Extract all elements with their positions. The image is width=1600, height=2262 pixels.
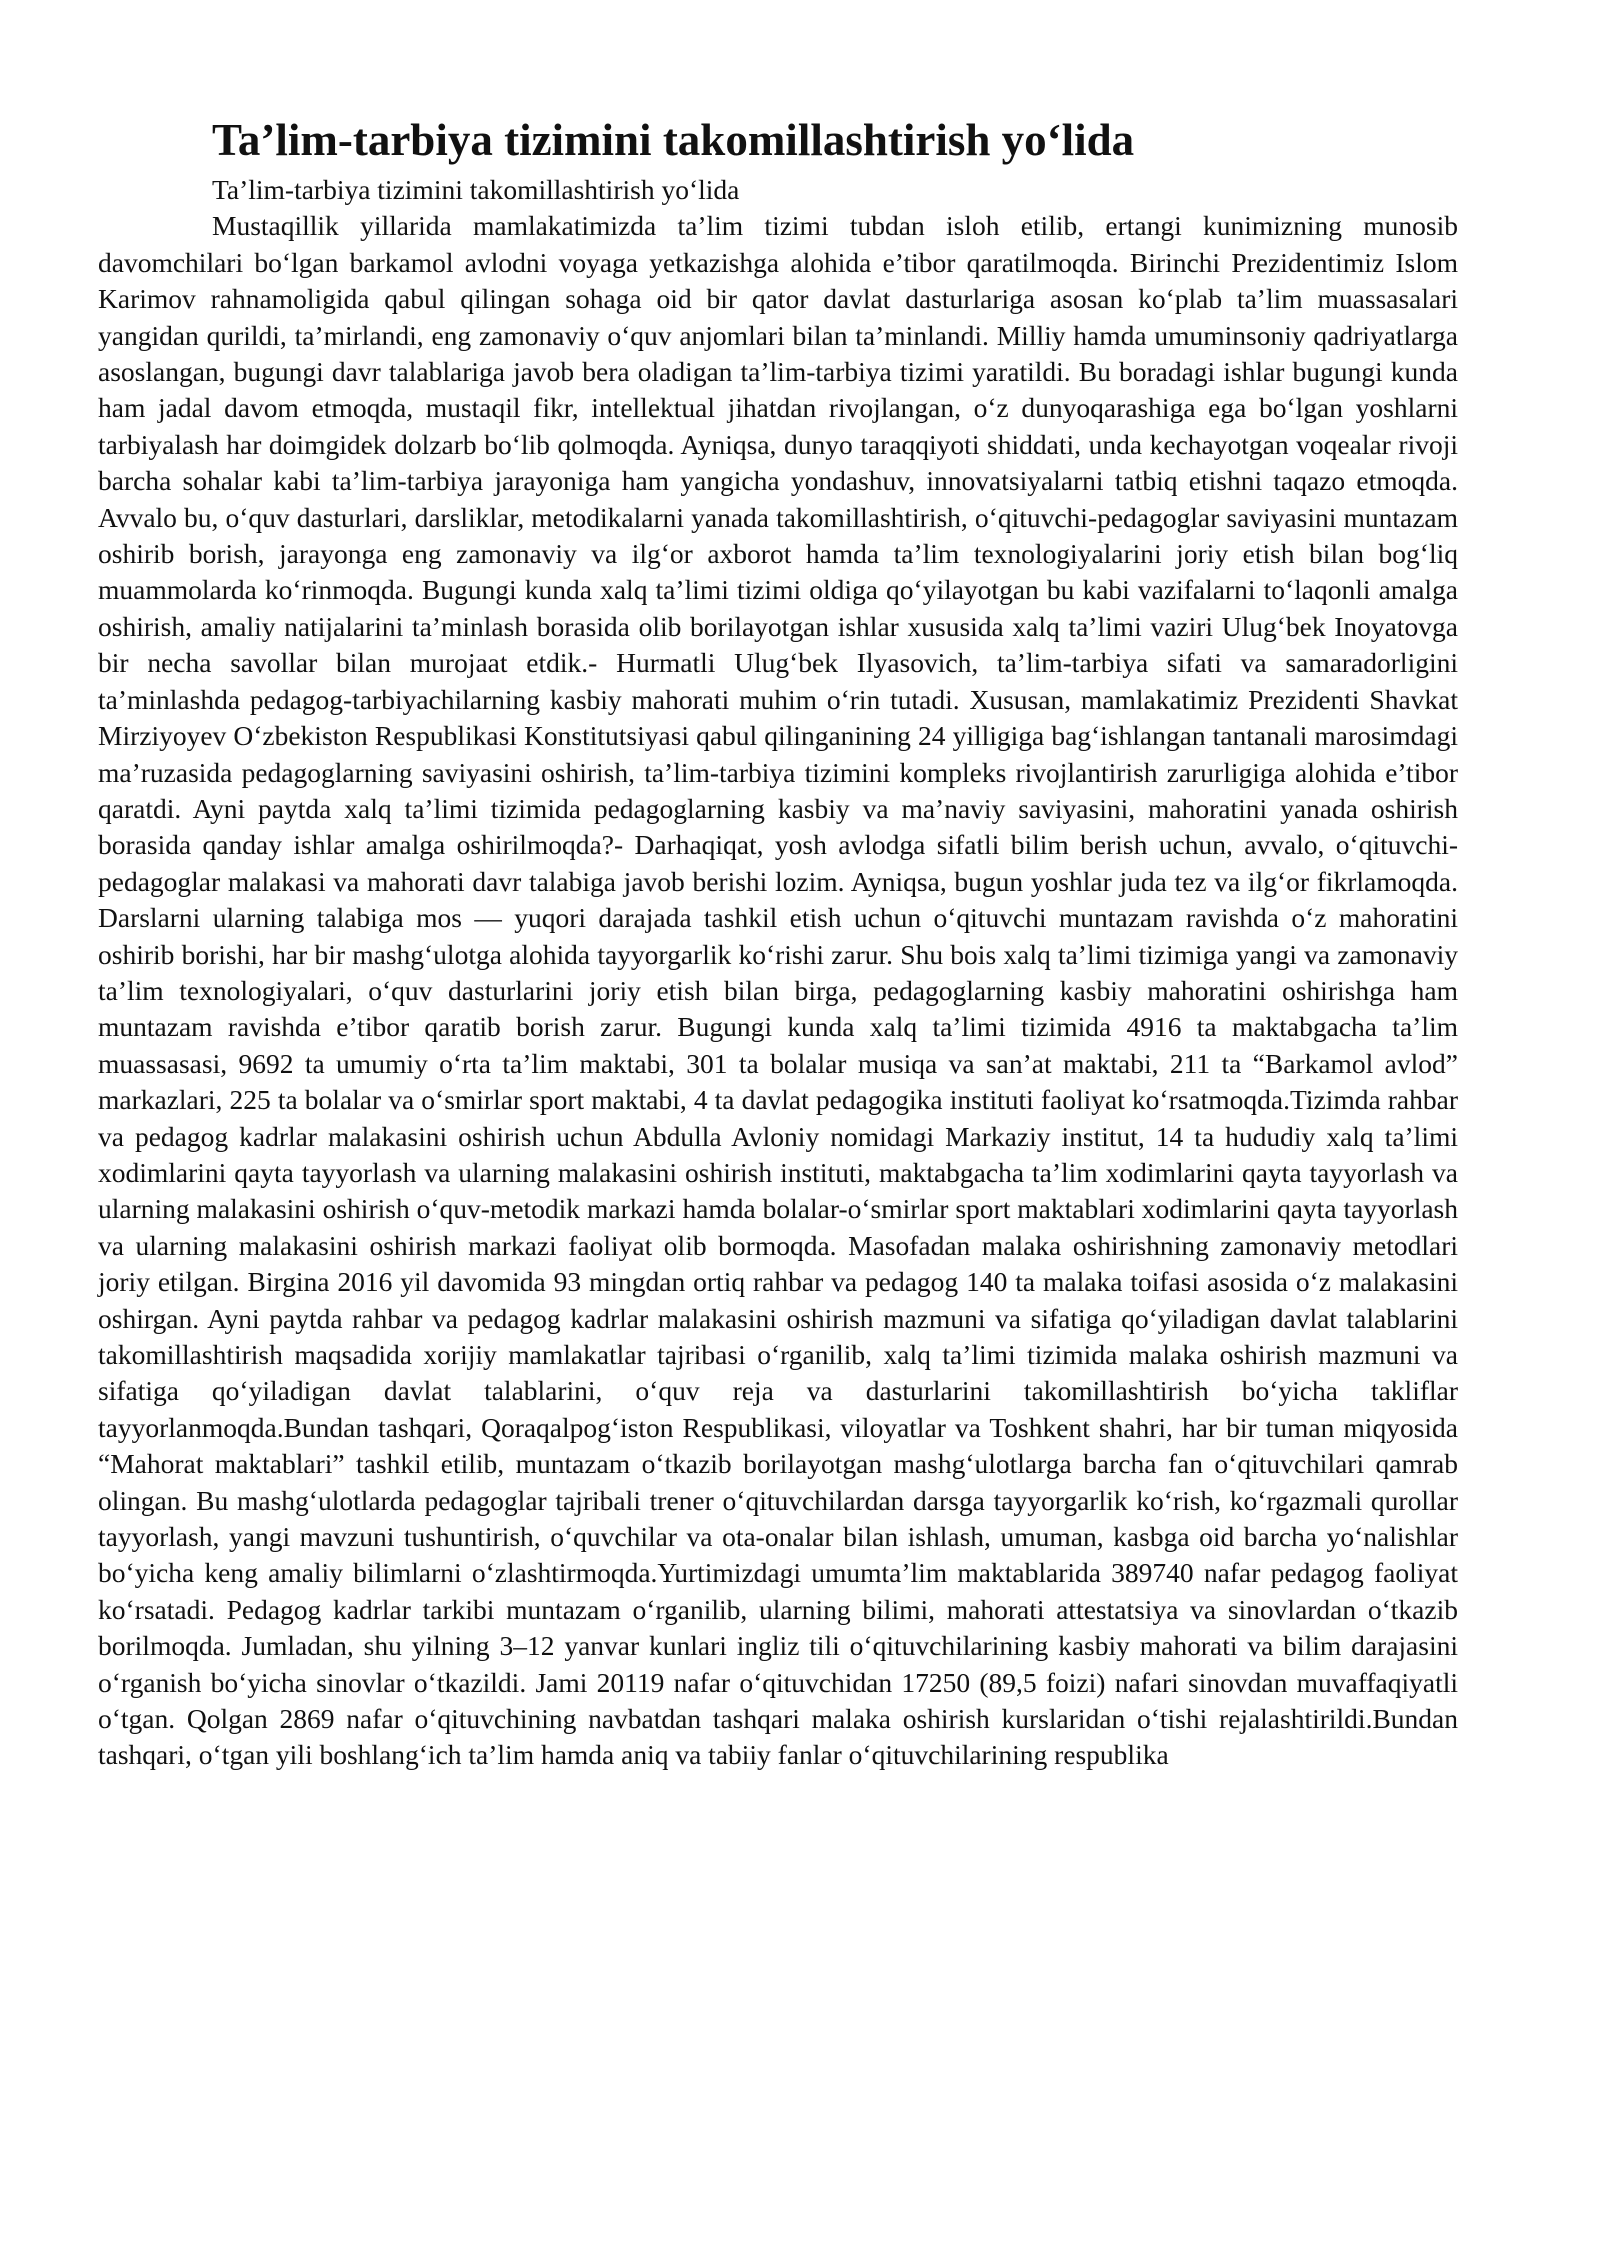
document-title: Ta’lim-tarbiya tizimini takomillashtirish yo‘lida bbox=[212, 115, 1135, 165]
document-page bbox=[98, 112, 1458, 1774]
document-body-paragraph: Mustaqillik yillarida mamlakatimizda ta’lim tizimi tubdan isloh etilib, ertangi kunimizning munosib davomchilari bo‘lgan barkamol avlodni voyaga yetkazishga alohida e’tibor qaratilmoqda. Birinchi Prezidentimiz Islom Karimov rahnamoligida qabul qilingan sohaga oid bir qator davlat dasturlariga asosan ko‘plab ta’lim muassasalari yangidan qurildi, ta’mirlandi, eng zamonaviy o‘quv anjomlari bilan ta’minlandi. Milliy hamda umuminsoniy qadriyatlarga asoslangan, bugungi davr talablariga javob bera oladigan ta’lim-tarbiya tizimi yaratildi. Bu boradagi ishlar bugungi kunda ham jadal davom etmoqda, mustaqil fikr, intellektual jihatdan rivojlangan, o‘z dunyoqarashiga ega bo‘lgan yoshlarni tarbiyalash har doimgidek dolzarb bo‘lib qolmoqda. Ayniqsa, dunyo taraqqiyoti shiddati, unda kechayotgan voqealar rivoji barcha sohalar kabi ta’lim-tarbiya jarayoniga ham yangicha yondashuv, innovatsiyalarni tatbiq etishni taqazo etmoqda. Avvalo bu, o‘quv dasturlari, darsliklar, metodikalarni yanada takomillashtirish, o‘qituvchi-pedagoglar saviyasini muntazam oshirib borish, jarayonga eng zamonaviy va ilg‘or axborot hamda ta’lim texnologiyalarini joriy etish bilan bog‘liq muammolarda ko‘rinmoqda. Bugungi kunda xalq ta’limi tizimi oldiga qo‘yilayotgan bu kabi vazifalarni to‘laqonli amalga oshirish, amaliy natijalarini ta’minlash borasida olib borilayotgan ishlar xususida xalq ta’limi vaziri Ulug‘bek Inoyatovga bir necha savollar bilan murojaat etdik.- Hurmatli Ulug‘bek Ilyasovich, ta’lim-tarbiya sifati va samaradorligini ta’minlashda pedagog-tarbiyachilarning kasbiy mahorati muhim o‘rin tutadi. Xususan, mamlakatimiz Prezidenti Shavkat Mirziyoyev O‘zbekiston Respublikasi Konstitutsiyasi qabul qilinganining 24 yilligiga bag‘ishlangan tantanali marosimdagi ma’ruzasida pedagoglarning saviyasini oshirish, ta’lim-tarbiya tizimini kompleks rivojlantirish zarurligiga alohida e’tibor qaratdi. Ayni paytda xalq ta’limi tizimida pedagoglarning kasbiy va ma’naviy saviyasini, mahoratini yanada oshirish borasida qanday ishlar amalga oshirilmoqda?- Darhaqiqat, yosh avlodga sifatli bilim berish uchun, avvalo, o‘qituvchi-pedagoglar malakasi va mahorati davr talabiga javob berishi lozim. Ayniqsa, bugun yoshlar juda tez va ilg‘or fikrlamoqda. Darslarni ularning talabiga mos — yuqori darajada tashkil etish uchun o‘qituvchi muntazam ravishda o‘z mahoratini oshirib borishi, har bir mashg‘ulotga alohida tayyorgarlik ko‘rishi zarur. Shu bois xalq ta’limi tizimiga yangi va zamonaviy ta’lim texnologiyalari, o‘quv dasturlarini joriy etish bilan birga, pedagoglarning kasbiy mahoratini oshirishga ham muntazam ravishda e’tibor qaratib borish zarur. Bugungi kunda xalq ta’limi tizimida 4916 ta maktabgacha ta’lim muassasasi, 9692 ta umumiy o‘rta ta’lim maktabi, 301 ta bolalar musiqa va san’at maktabi, 211 ta “Barkamol avlod” markazlari, 225 ta bolalar va o‘smirlar sport maktabi, 4 ta davlat pedagogika instituti faoliyat ko‘rsatmoqda.Tizimda rahbar va pedagog kadrlar malakasini oshirish uchun Abdulla Avloniy nomidagi Markaziy institut, 14 ta hududiy xalq ta’limi xodimlarini qayta tayyorlash va ularning malakasini oshirish instituti, maktabgacha ta’lim xodimlarini qayta tayyorlash va ularning malakasini oshirish o‘quv-metodik markazi hamda bolalar-o‘smirlar sport maktablari xodimlarini qayta tayyorlash va ularning malakasini oshirish markazi faoliyat olib bormoqda. Masofadan malaka oshirishning zamonaviy metodlari joriy etilgan. Birgina 2016 yil davomida 93 mingdan ortiq rahbar va pedagog 140 ta malaka toifasi asosida o‘z malakasini oshirgan. Ayni paytda rahbar va pedagog kadrlar malakasini oshirish mazmuni va sifatiga qo‘yiladigan davlat talablarini takomillashtirish maqsadida xorijiy mamlakatlar tajribasi o‘rganilib, xalq ta’limi tizimida malaka oshirish mazmuni va sifatiga qo‘yiladigan davlat talablarini, o‘quv reja va dasturlarini takomillashtirish bo‘yicha takliflar tayyorlanmoqda.Bundan tashqari, Qoraqalpog‘iston Respublikasi, viloyatlar va Toshkent shahri, har bir tuman miqyosida “Mahorat maktablari” tashkil etilib, muntazam o‘tkazib borilayotgan mashg‘ulotlarga barcha fan o‘qituvchilari qamrab olingan. Bu mashg‘ulotlarda pedagoglar tajribali trener o‘qituvchilardan darsga tayyorgarlik ko‘rish, ko‘rgazmali qurollar tayyorlash, yangi mavzuni tushuntirish, o‘quvchilar va ota-onalar bilan ishlash, umuman, kasbga oid barcha yo‘nalishlar bo‘yicha keng amaliy bilimlarni o‘zlashtirmoqda.Yurtimizdagi umumta’lim maktablarida 389740 nafar pedagog faoliyat ko‘rsatadi. Pedagog kadrlar tarkibi muntazam o‘rganilib, ularning bilimi, mahorati attestatsiya va sinovlardan o‘tkazib borilmoqda. Jumladan, shu yilning 3–12 yanvar kunlari ingliz tili o‘qituvchilarining kasbiy mahorati va bilim darajasini o‘rganish bo‘yicha sinovlar o‘tkazildi. Jami 20119 nafar o‘qituvchidan 17250 (89,5 foizi) nafari sinovdan muvaffaqiyatli o‘tgan. Qolgan 2869 nafar o‘qituvchining navbatdan tashqari malaka oshirish kurslaridan o‘tishi rejalashtirildi.Bundan tashqari, o‘tgan yili boshlang‘ich ta’lim hamda aniq va tabiiy fanlar o‘qituvchilarining respublika bbox=[98, 210, 1458, 1771]
document-subtitle: Ta’lim-tarbiya tizimini takomillashtirish yo‘lida bbox=[212, 174, 740, 205]
